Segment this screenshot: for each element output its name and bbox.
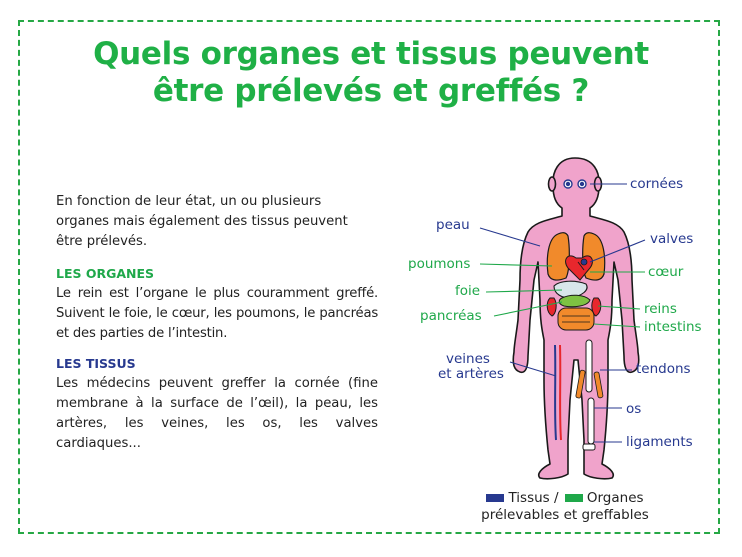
label-tendons: tendons [636,361,691,377]
legend-line-2: prélevables et greffables [481,507,649,523]
label-os: os [626,401,642,417]
label-veines-line2: et artères [438,366,504,382]
label-foie: foie [455,283,481,299]
label-reins: reins [644,301,677,317]
intro-text: En fonction de leur état, un ou plusieurs organes mais également des tissus peuvent être prélevés. [56,194,348,249]
label-poumons: poumons [408,256,471,272]
title-line-2: être prélevés et greffés ? [152,73,590,109]
legend-line-1 [440,490,690,507]
tissus-heading: LES TISSUS [56,356,136,371]
label-ligaments: ligaments [626,434,693,450]
label-coeur: cœur [648,264,684,280]
tissus-text: Les médecins peuvent greffer la cornée (fine membrane à la surface de l’œil), la peau, les artères, les veines, les os, les valves cardiaques... [56,376,378,451]
organes-heading: LES ORGANES [56,266,155,281]
label-peau: peau [436,217,470,233]
label-cornees: cornées [630,176,684,192]
label-pancreas: pancréas [420,308,482,324]
legend-swatch-organes [565,494,583,502]
organes-text: Le rein est l’organe le plus couramment greffé. Suivent le foie, le cœur, les poumons, le pancréas et des parties de l’intestin. [56,286,378,341]
legend-tissus: Tissus [508,490,550,506]
legend-swatch-tissus [486,494,504,502]
intestines [558,308,594,330]
legend-separator: / [554,490,559,506]
label-intestins: intestins [644,319,702,335]
legend [440,490,690,524]
label-veines-line1: veines [446,351,490,367]
title-line-1: Quels organes et tissus peuvent [93,36,649,72]
label-valves: valves [650,231,694,247]
legend-organes: Organes [586,490,644,506]
